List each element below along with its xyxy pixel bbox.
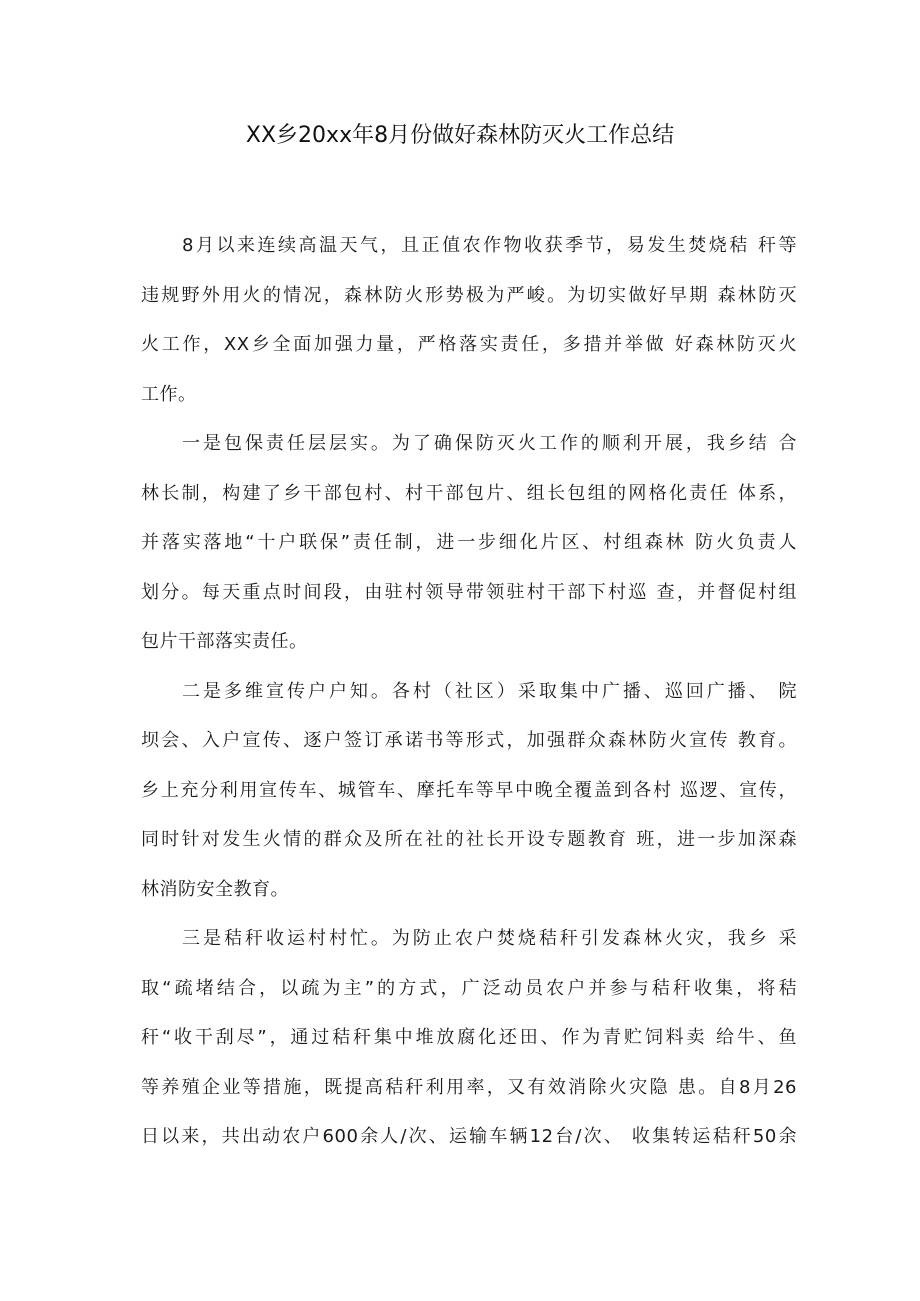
text-line: 取“疏堵结合，以疏为主”的方式，广泛动员农户并参与秸秆收集，将秸 [141, 977, 797, 999]
text-line: 8月以来连续高温天气，且正值农作物收获季节，易发生焚烧秸 秆等 [182, 235, 797, 256]
text-line: 二是多维宣传户户知。各村（社区）采取集中广播、巡回广播、 院 [182, 680, 797, 702]
document-title: XX乡20xx年8月份做好森林防灭火工作总结 [245, 123, 675, 148]
text-line: 工作。 [141, 383, 197, 405]
text-line: 坝会、入户宣传、逐户签订承诺书等形式，加强群众森林防火宣传 教育。 [141, 730, 797, 751]
text-line: 林消防安全教育。 [141, 878, 289, 900]
text-line: 包片干部落实责任。 [141, 631, 308, 652]
text-line: 日以来，共出动农户600余人/次、运输车辆12台/次、 收集转运秸秆50余 [141, 1126, 797, 1147]
paragraph-intro [141, 234, 797, 407]
document-body [141, 234, 797, 1175]
paragraph-responsibility [141, 432, 797, 654]
text-line: 等养殖企业等措施，既提高秸秆利用率，又有效消除火灾隐 患。自8月26 [141, 1076, 797, 1098]
text-line: 划分。每天重点时间段，由驻村领导带领驻村干部下村巡 查，并督促村组 [141, 581, 797, 603]
text-line: 同时针对发生火情的群众及所在社的社长开设专题教育 班，进一步加深森 [141, 829, 797, 850]
text-line: 并落实落地“十户联保”责任制，进一步细化片区、村组森林 防火负责人 [141, 532, 797, 553]
text-line: 一是包保责任层层实。为了确保防灭火工作的顺利开展，我乡结 合 [182, 433, 797, 454]
text-line: 违规野外用火的情况，森林防火形势极为严峻。为切实做好早期 森林防灭 [141, 284, 797, 306]
text-line: 三是秸秆收运村村忙。为防止农户焚烧秸秆引发森林火灾，我乡 采 [182, 928, 797, 949]
text-line: 林长制，构建了乡干部包村、村干部包片、组长包组的网格化责任 体系， [141, 482, 797, 504]
paragraph-straw [141, 927, 797, 1149]
text-line: 秆“收干刮尽”，通过秸秆集中堆放腐化还田、作为青贮饲料卖 给牛、鱼 [141, 1027, 797, 1048]
text-line: 乡上充分利用宣传车、城管车、摩托车等早中晚全覆盖到各村 巡逻、宣传， [141, 779, 797, 801]
text-line: 火工作，XX乡全面加强力量，严格落实责任，多措并举做 好森林防灭火 [141, 334, 797, 355]
paragraph-publicity [141, 680, 797, 902]
